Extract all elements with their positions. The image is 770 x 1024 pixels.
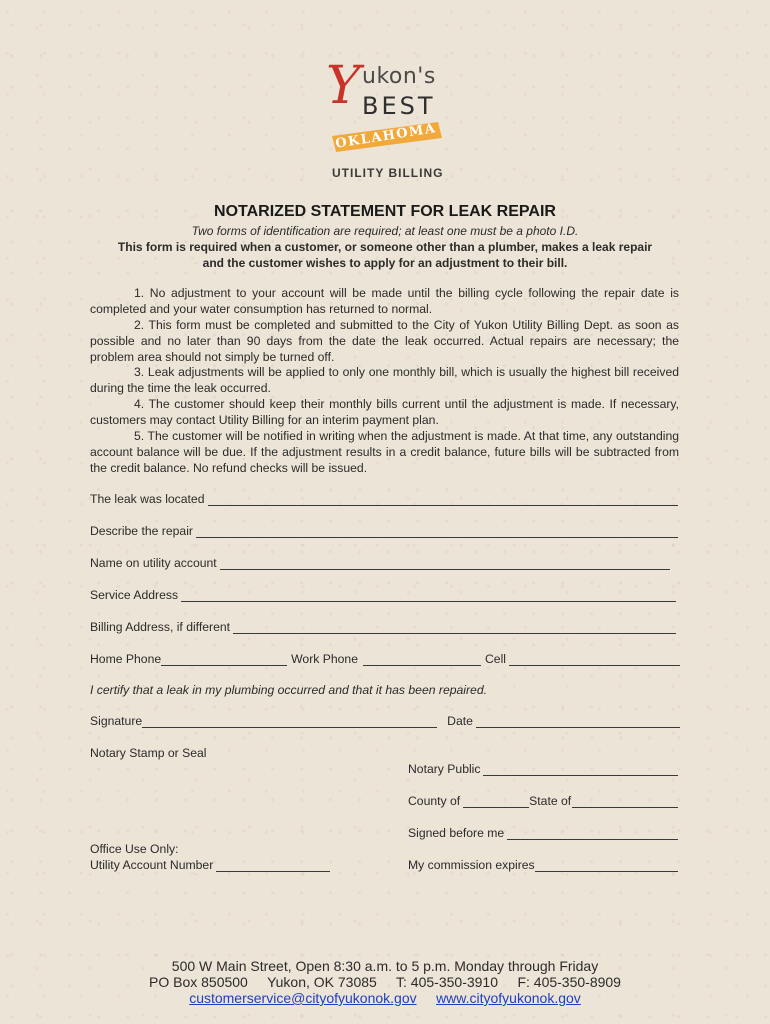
- date-label: Date: [447, 714, 473, 728]
- signed-before-input[interactable]: [507, 828, 678, 840]
- work-phone-input[interactable]: [363, 654, 481, 666]
- footer-phone: T: 405-350-3910: [396, 974, 498, 990]
- commission-label: My commission expires: [408, 858, 535, 872]
- logo-initial: Y: [326, 56, 361, 116]
- account-name-row: [90, 556, 670, 570]
- signature-input[interactable]: [142, 716, 437, 728]
- rule-1-text: 1. No adjustment to your account will be made until the billing cycle following the repair date is completed and your water consumption has returned to normal.: [90, 286, 679, 316]
- signature-label: Signature: [90, 714, 143, 728]
- commission-input[interactable]: [535, 860, 678, 872]
- footer-contact-line: [0, 974, 770, 990]
- home-phone-input[interactable]: [161, 654, 287, 666]
- rule-5-text: 5. The customer will be notified in writing when the adjustment is made. At that time, any outstanding account balance will be due. If the adjustment results in a credit balance, future bills will be subtracted from the credit balance. No refund checks will be issued.: [90, 429, 679, 475]
- footer-po-box: PO Box 850500: [149, 974, 248, 990]
- rule-2-text: 2. This form must be completed and submitted to the City of Yukon Utility Billing Dept. as soon as possible and no later than 90 days from the date the leak occurred. Actual repairs are necessary; the problem area should not simply be turned off.: [90, 318, 679, 364]
- rule-5: [90, 429, 679, 476]
- account-number-input[interactable]: [216, 860, 330, 872]
- account-name-label: Name on utility account: [90, 556, 217, 570]
- cell-input[interactable]: [509, 654, 680, 666]
- state-label: State of: [529, 794, 572, 808]
- leak-location-row: [90, 492, 678, 506]
- footer-city: Yukon, OK 73085: [267, 974, 377, 990]
- footer-fax: F: 405-350-8909: [517, 974, 621, 990]
- banner-text: OKLAHOMA: [334, 121, 438, 152]
- form-purpose: [90, 239, 680, 271]
- describe-repair-input[interactable]: [196, 526, 678, 538]
- footer-hours: 500 W Main Street, Open 8:30 a.m. to 5 p.m. Monday through Friday: [171, 958, 599, 974]
- leak-location-input[interactable]: [208, 494, 679, 506]
- email-link[interactable]: customerservice@cityofyukonok.gov: [189, 990, 417, 1006]
- service-address-row: [90, 588, 676, 602]
- phone-row: [90, 652, 680, 666]
- account-number-row: [90, 858, 330, 872]
- billing-address-input[interactable]: [233, 622, 676, 634]
- form-purpose-line1: This form is required when a customer, or someone other than a plumber, makes a leak repair: [117, 240, 653, 254]
- account-number-label: Utility Account Number: [90, 858, 214, 872]
- state-input[interactable]: [572, 796, 678, 808]
- id-requirement-note: Two forms of identification are required; at least one must be a photo I.D.: [191, 224, 579, 238]
- oklahoma-banner: [330, 122, 442, 152]
- home-phone-label: Home Phone: [90, 652, 162, 666]
- leak-location-label: The leak was located: [90, 492, 205, 506]
- form-title: NOTARIZED STATEMENT FOR LEAK REPAIR: [214, 203, 556, 220]
- commission-row: [408, 858, 678, 872]
- service-address-input[interactable]: [181, 590, 676, 602]
- notary-public-label: Notary Public: [408, 762, 481, 776]
- cell-label: Cell: [484, 652, 506, 666]
- account-name-input[interactable]: [220, 558, 670, 570]
- office-use-label: Office Use Only:: [90, 842, 179, 856]
- billing-address-label: Billing Address, if different: [90, 620, 231, 634]
- notary-public-row: [408, 762, 678, 776]
- website-link[interactable]: www.cityofyukonok.gov: [436, 990, 581, 1006]
- rule-3: [90, 365, 679, 397]
- rule-3-text: 3. Leak adjustments will be applied to only one monthly bill, which is usually the highest bill received during the time the leak occurred.: [90, 365, 679, 395]
- logo-word-ukons: ukon's: [362, 64, 436, 89]
- form-purpose-line2: and the customer wishes to apply for an adjustment to their bill.: [202, 256, 568, 270]
- logo-word-best: BEST: [362, 92, 436, 120]
- billing-address-row: [90, 620, 676, 634]
- signed-before-label: Signed before me: [408, 826, 505, 840]
- rule-2: [90, 318, 679, 365]
- notary-stamp-label: Notary Stamp or Seal: [90, 746, 207, 760]
- describe-repair-row: [90, 524, 678, 538]
- service-address-label: Service Address: [90, 588, 179, 602]
- rule-4-text: 4. The customer should keep their monthly bills current until the adjustment is made. If necessary, customers may contact Utility Billing for an interim payment plan.: [90, 397, 679, 427]
- certification-statement: I certify that a leak in my plumbing occurred and that it has been repaired.: [90, 683, 487, 697]
- rule-4: [90, 397, 679, 429]
- logo-department: UTILITY BILLING: [332, 166, 444, 180]
- rule-1: [90, 286, 679, 318]
- signature-row: [90, 714, 680, 728]
- describe-repair-label: Describe the repair: [90, 524, 193, 538]
- county-input[interactable]: [463, 796, 529, 808]
- county-label: County of: [408, 794, 461, 808]
- yukons-best-logo: [318, 56, 458, 186]
- work-phone-label: Work Phone: [291, 652, 358, 666]
- notary-public-input[interactable]: [483, 764, 678, 776]
- date-input[interactable]: [476, 716, 680, 728]
- signed-before-row: [408, 826, 678, 840]
- footer-links: [0, 990, 770, 1006]
- county-state-row: [408, 794, 678, 808]
